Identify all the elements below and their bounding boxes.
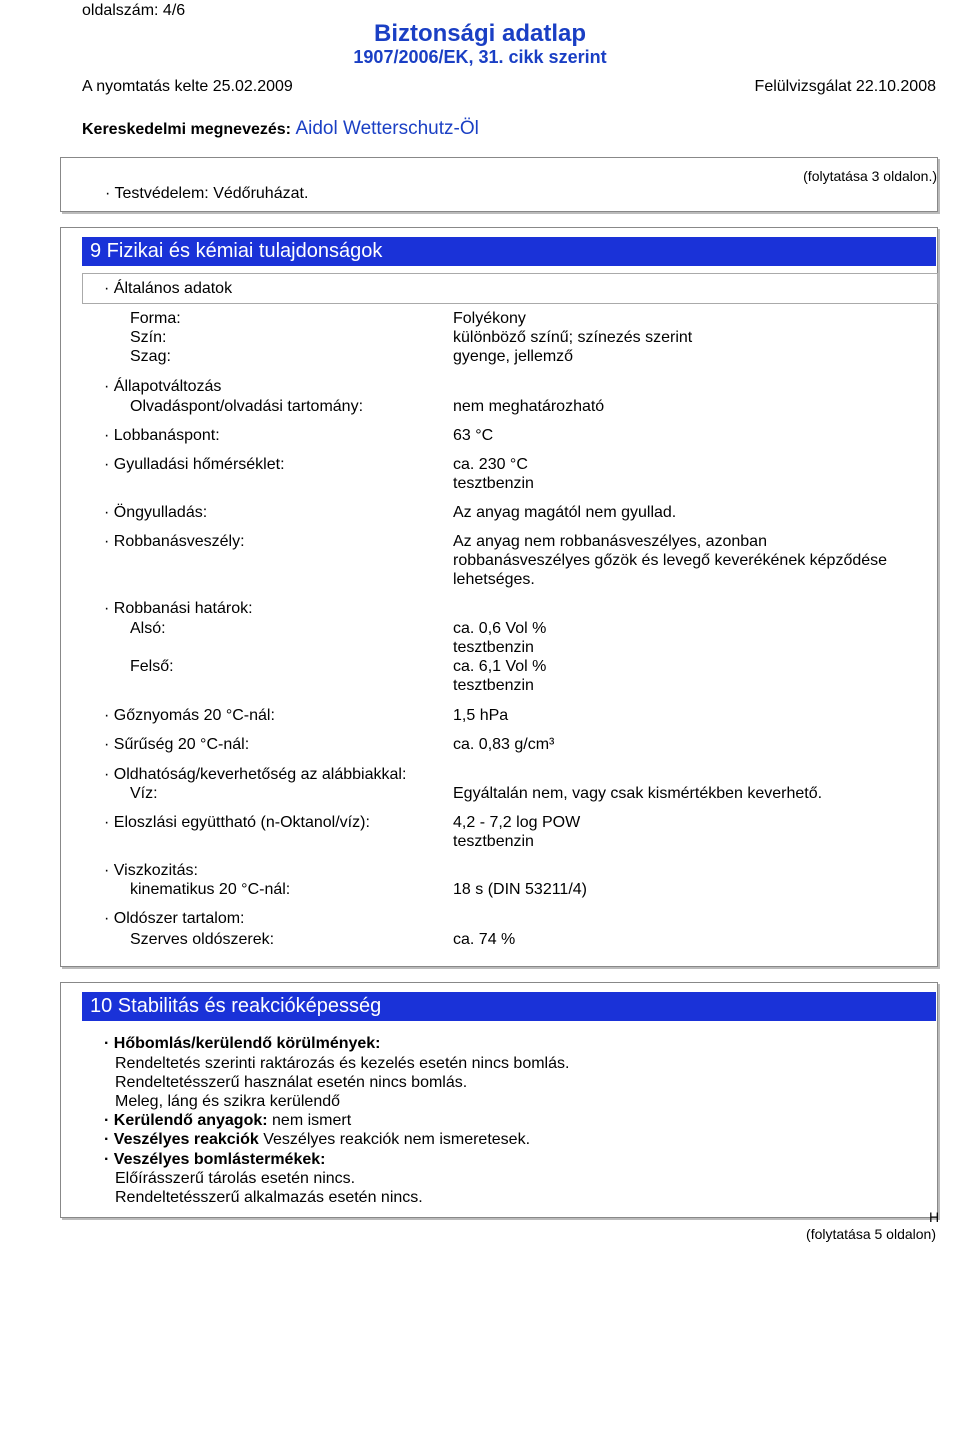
explosion-hazard-line-2: robbanásveszélyes gőzök és levegő keverékének képződése (453, 552, 888, 569)
trade-name-label: Kereskedelmi megnevezés: (82, 121, 291, 138)
upper-limit-label: Felső: (130, 658, 174, 675)
ignition-temp-note: tesztbenzin (453, 475, 534, 492)
upper-limit-value: ca. 6,1 Vol % (453, 658, 547, 675)
decomposition-line-3: Meleg, láng és szikra kerülendő (115, 1093, 341, 1110)
explosion-limits-label: · Robbanási határok: (104, 600, 253, 617)
previous-section-box (60, 157, 938, 212)
melting-label: Olvadáspont/olvadási tartomány: (130, 398, 364, 415)
self-ignition-value: Az anyag magától nem gyullad. (453, 504, 677, 521)
trade-name-value: Aidol Wetterschutz-Öl (295, 118, 479, 139)
kinematic-value: 18 s (DIN 53211/4) (453, 881, 587, 898)
partition-coefficient-label: · Eloszlási együttható (n-Oktanol/víz): (104, 814, 370, 831)
form-value: Folyékony (453, 310, 526, 327)
odor-value: gyenge, jellemző (453, 348, 574, 365)
color-value: különböző színű; színezés szerint (453, 329, 693, 346)
decomposition-products-label: · Veszélyes bomlástermékek: (104, 1151, 326, 1168)
decomposition-products-line-2: Rendeltetésszerű alkalmazás esetén nincs. (115, 1189, 423, 1206)
decomposition-label: · Hőbomlás/kerülendő körülmények: (104, 1035, 381, 1052)
form-label: Forma: (130, 310, 181, 327)
upper-limit-note: tesztbenzin (453, 677, 534, 694)
solubility-label: · Oldhatóság/keverhetőség az alábbiakkal: (104, 766, 407, 783)
state-change-label: · Állapotváltozás (104, 378, 222, 395)
water-value: Egyáltalán nem, vagy csak kismértékben keverhető. (453, 785, 823, 802)
color-label: Szín: (130, 329, 167, 346)
self-ignition-label: · Öngyulladás: (104, 504, 208, 521)
partition-coefficient-note: tesztbenzin (453, 833, 534, 850)
density-label: · Sűrűség 20 °C-nál: (104, 736, 250, 753)
vapor-pressure-label: · Gőznyomás 20 °C-nál: (104, 707, 275, 724)
kinematic-label: kinematikus 20 °C-nál: (130, 881, 291, 898)
document-title: Biztonsági adatlap (373, 20, 587, 47)
organic-solvents-label: Szerves oldószerek: (130, 931, 275, 948)
explosion-hazard-line-1: Az anyag nem robbanásveszélyes, azonban (453, 533, 767, 550)
hazardous-reactions-label: · Veszélyes reakciók (104, 1131, 259, 1148)
language-marker: H (929, 1209, 940, 1225)
document-subtitle: 1907/2006/EK, 31. cikk szerint (353, 47, 607, 67)
continuation-prev: (folytatása 3 oldalon.) (803, 168, 937, 184)
section-9-heading: 9 Fizikai és kémiai tulajdonságok (82, 237, 936, 266)
hazardous-reactions-value: Veszélyes reakciók nem ismeretesek. (263, 1131, 531, 1148)
water-label: Víz: (130, 785, 158, 802)
continuation-next: (folytatása 5 oldalon) (806, 1226, 936, 1242)
avoid-materials-label: · Kerülendő anyagok: (104, 1112, 268, 1129)
body-protection-value: Védőruházat. (213, 185, 309, 202)
flash-point-value: 63 °C (453, 427, 494, 444)
lower-limit-label: Alsó: (130, 620, 166, 637)
density-value: ca. 0,83 g/cm³ (453, 736, 555, 753)
ignition-temp-label: · Gyulladási hőmérséklet: (104, 456, 285, 473)
partition-coefficient-value: 4,2 - 7,2 log POW (453, 814, 581, 831)
vapor-pressure-value: 1,5 hPa (453, 707, 509, 724)
flash-point-label: · Lobbanáspont: (104, 427, 220, 444)
decomposition-line-1: Rendeltetés szerinti raktározás és kezelés esetén nincs bomlás. (115, 1055, 570, 1072)
explosion-hazard-line-3: lehetséges. (453, 571, 535, 588)
print-date: A nyomtatás kelte 25.02.2009 (82, 78, 293, 95)
page-number: oldalszám: 4/6 (82, 2, 186, 19)
viscosity-label: · Viszkozitás: (104, 862, 198, 879)
avoid-materials-value: nem ismert (272, 1112, 352, 1129)
ignition-temp-value: ca. 230 °C (453, 456, 528, 473)
general-data-label: · Általános adatok (104, 280, 233, 297)
melting-value: nem meghatározható (453, 398, 605, 415)
odor-label: Szag: (130, 348, 171, 365)
solvent-content-label: · Oldószer tartalom: (104, 910, 245, 927)
lower-limit-note: tesztbenzin (453, 639, 534, 656)
lower-limit-value: ca. 0,6 Vol % (453, 620, 547, 637)
organic-solvents-value: ca. 74 % (453, 931, 516, 948)
review-date: Felülvizsgálat 22.10.2008 (754, 78, 936, 95)
explosion-hazard-label: · Robbanásveszély: (104, 533, 245, 550)
section-10-heading: 10 Stabilitás és reakcióképesség (82, 992, 936, 1021)
body-protection-label: · Testvédelem: (105, 185, 209, 202)
decomposition-products-line-1: Előírásszerű tárolás esetén nincs. (115, 1170, 356, 1187)
decomposition-line-2: Rendeltetésszerű használat esetén nincs bomlás. (115, 1074, 468, 1091)
